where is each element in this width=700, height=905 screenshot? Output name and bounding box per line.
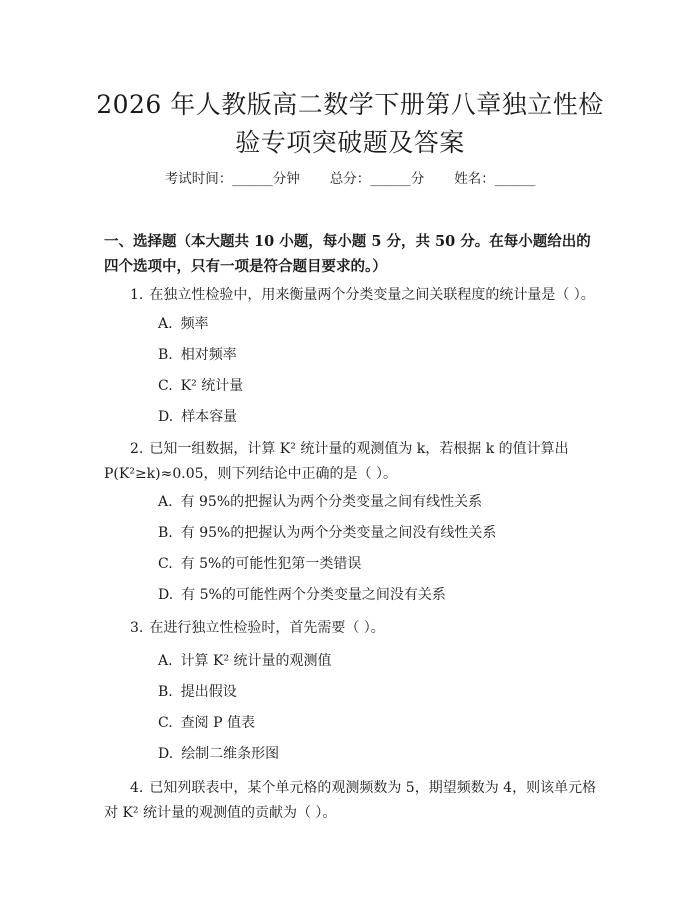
option-letter: A.	[158, 494, 173, 510]
exam-meta	[0, 170, 700, 188]
question-1-option-c	[158, 376, 598, 396]
question-text: 已知列联表中，某个单元格的观测频数为 5，期望频数为 4，则该单元格对 K² 统计量的观测值的贡献为（ ）。	[104, 780, 597, 821]
question-3-option-c	[158, 713, 598, 733]
option-letter: D.	[158, 746, 174, 762]
question-3-option-d	[158, 744, 598, 764]
question-1-option-d	[158, 407, 598, 427]
question-2-option-a	[158, 492, 598, 512]
question-1	[104, 283, 600, 308]
option-letter: D.	[158, 587, 174, 603]
option-text: 有 95%的把握认为两个分类变量之间有线性关系	[180, 494, 483, 510]
option-text: 有 95%的把握认为两个分类变量之间没有线性关系	[180, 525, 497, 541]
question-4	[104, 776, 600, 826]
question-text: 在独立性检验中，用来衡量两个分类变量之间关联程度的统计量是（ ）。	[149, 287, 595, 303]
question-2	[104, 437, 600, 487]
option-text: 样本容量	[181, 409, 238, 425]
question-2-option-c	[158, 554, 598, 574]
question-2-option-b	[158, 523, 598, 543]
title-line-1: 2026 年人教版高二数学下册第八章独立性检	[96, 90, 604, 119]
student-name-field: 姓名：______	[454, 171, 536, 187]
title-line-2: 验专项突破题及答案	[235, 128, 465, 157]
question-text: 在进行独立性检验时，首先需要（ ）。	[149, 620, 385, 636]
option-letter: C.	[158, 378, 173, 394]
option-text: K² 统计量	[180, 378, 244, 394]
option-letter: D.	[158, 409, 174, 425]
option-text: 频率	[180, 316, 209, 332]
option-text: 有 5%的可能性两个分类变量之间没有关系	[181, 587, 446, 603]
option-letter: A.	[158, 653, 173, 669]
option-letter: B.	[158, 684, 173, 700]
option-text: 查阅 P 值表	[180, 715, 255, 731]
question-number: 4.	[130, 780, 144, 796]
option-text: 提出假设	[180, 684, 237, 700]
question-2-option-d	[158, 585, 598, 605]
section-heading: 一、选择题（本大题共 10 小题，每小题 5 分，共 50 分。在每小题给出的四个选项中，只有一项是符合题目要求的。）	[104, 233, 591, 275]
question-3-option-b	[158, 682, 598, 702]
option-letter: C.	[158, 556, 173, 572]
option-text: 计算 K² 统计量的观测值	[180, 653, 332, 669]
option-letter: B.	[158, 347, 173, 363]
question-1-option-b	[158, 345, 598, 365]
total-score-field: 总分：______分	[329, 171, 425, 187]
question-3	[104, 616, 600, 641]
page-title	[80, 86, 620, 162]
option-text: 相对频率	[180, 347, 237, 363]
option-letter: C.	[158, 715, 173, 731]
question-text: 已知一组数据，计算 K² 统计量的观测值为 k，若根据 k 的值计算出 P(K²≥k)≈0.05，则下列结论中正确的是（ ）。	[104, 441, 569, 482]
question-number: 3.	[130, 620, 144, 636]
option-letter: B.	[158, 525, 173, 541]
option-text: 绘制二维条形图	[181, 746, 280, 762]
question-1-option-a	[158, 314, 598, 334]
question-3-option-a	[158, 651, 598, 671]
exam-time-field: 考试时间：______分钟	[164, 171, 300, 187]
option-letter: A.	[158, 316, 173, 332]
option-text: 有 5%的可能性犯第一类错误	[180, 556, 362, 572]
question-number: 1.	[130, 287, 144, 303]
question-number: 2.	[130, 441, 144, 457]
